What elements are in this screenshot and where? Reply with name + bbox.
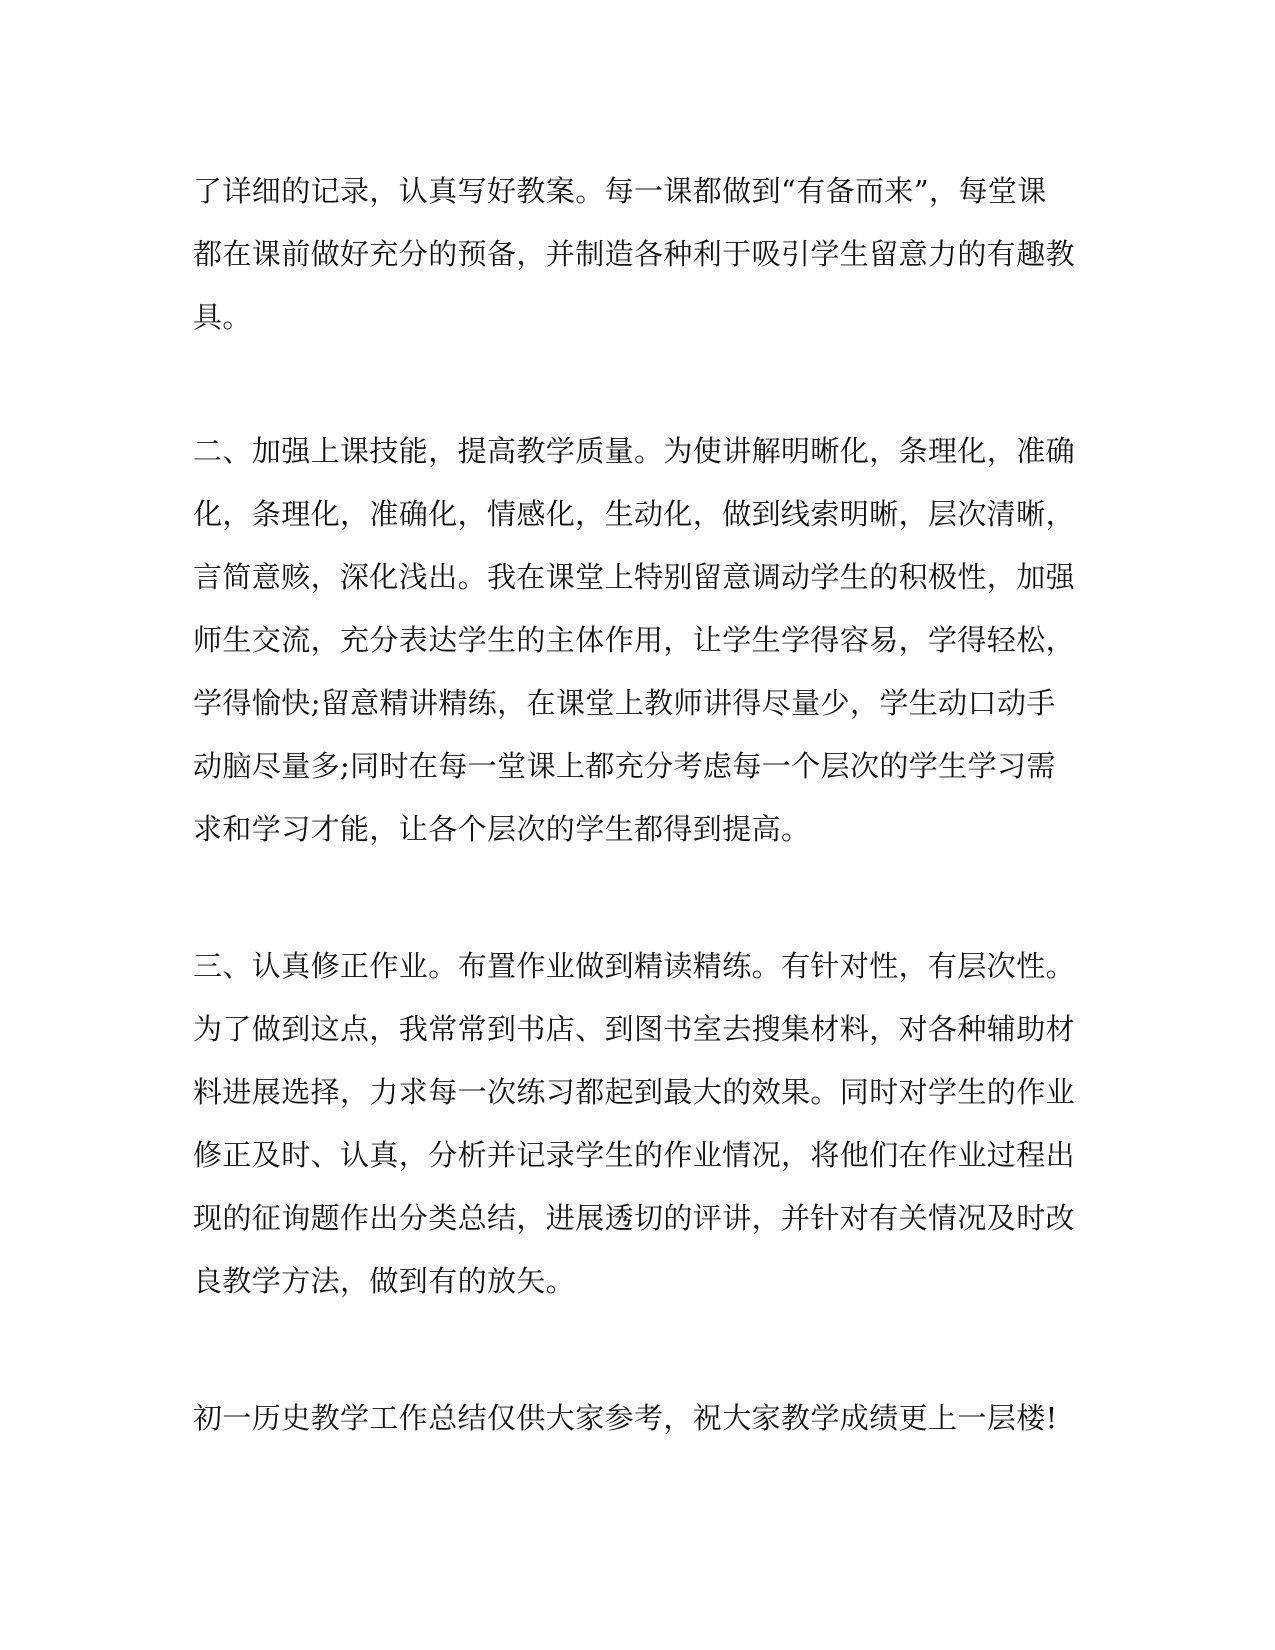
- text-line: 学得愉快;留意精讲精练，在课堂上教师讲得尽量少，学生动口动手: [193, 686, 1056, 720]
- text-line: 修正及时、认真，分析并记录学生的作业情况，将他们在作业过程出: [193, 1138, 1076, 1172]
- text-line: 初一历史教学工作总结仅供大家参考，祝大家教学成绩更上一层楼!: [193, 1401, 1058, 1435]
- text-line: 了详细的记录，认真写好教案。每一课都做到“有备而来”，每堂课: [193, 174, 1047, 208]
- text-line: 具。: [193, 300, 252, 334]
- text-line: 动脑尽量多;同时在每一堂课上都充分考虑每一个层次的学生学习需: [193, 749, 1056, 783]
- paragraph-lesson-preparation: [193, 160, 1075, 349]
- text-line: 化，条理化，准确化，情感化，生动化，做到线索明晰，层次清晰，: [193, 497, 1076, 531]
- paragraph-teaching-skills: [193, 420, 1075, 861]
- text-line: 二、加强上课技能，提高教学质量。为使讲解明晰化，条理化，准确: [193, 434, 1076, 468]
- text-line: 求和学习才能，让各个层次的学生都得到提高。: [193, 812, 811, 846]
- text-line: 料进展选择，力求每一次练习都起到最大的效果。同时对学生的作业: [193, 1075, 1076, 1109]
- text-line: 良教学方法，做到有的放矢。: [193, 1264, 576, 1298]
- text-line: 现的征询题作出分类总结，进展透切的评讲，并针对有关情况及时改: [193, 1201, 1076, 1235]
- paragraph-closing: [193, 1387, 1058, 1450]
- paragraph-homework-correction: [193, 935, 1075, 1313]
- text-line: 为了做到这点，我常常到书店、到图书室去搜集材料，对各种辅助材: [193, 1012, 1076, 1046]
- text-line: 师生交流，充分表达学生的主体作用，让学生学得容易，学得轻松，: [193, 623, 1076, 657]
- text-line: 言简意赅，深化浅出。我在课堂上特别留意调动学生的积极性，加强: [193, 560, 1076, 594]
- text-line: 都在课前做好充分的预备，并制造各种利于吸引学生留意力的有趣教: [193, 237, 1076, 271]
- text-line: 三、认真修正作业。布置作业做到精读精练。有针对性，有层次性。: [193, 949, 1076, 983]
